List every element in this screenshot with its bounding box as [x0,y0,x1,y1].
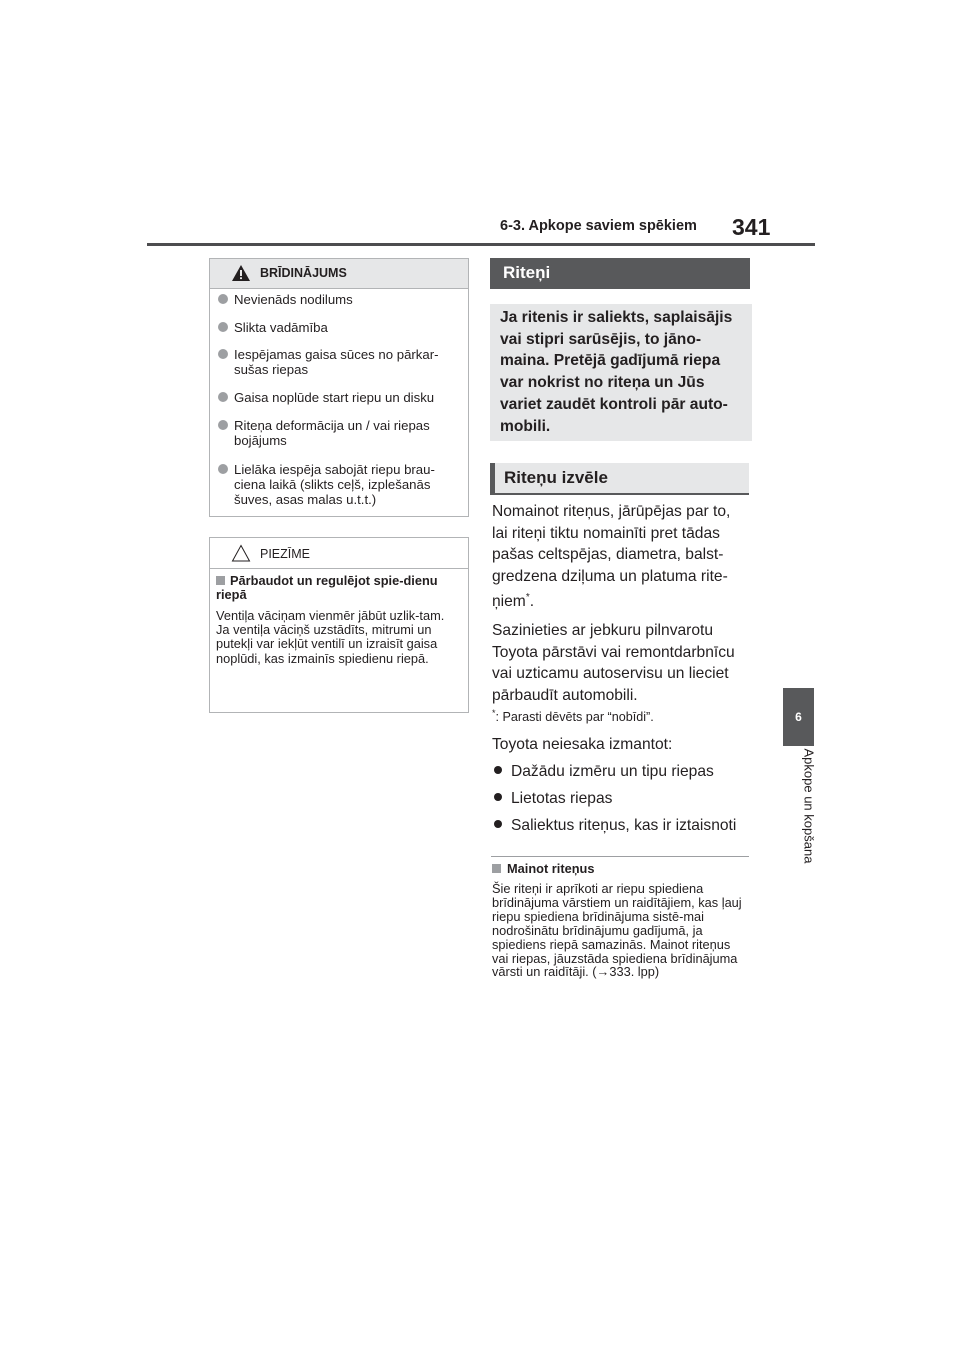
page-number: 341 [732,214,771,240]
arrow-icon: → [596,964,610,980]
bullet-icon [494,820,502,828]
subsection-body: Šie riteņi ir aprīkoti ar riepu spiediena brīdinājuma vārstiem un raidītājiem, kas ļauj riepu spiediena brīdinājuma sistē-mai nodrošinātu brīdinājumu gadījumā, ja spiediens riepā samazinās. Mainot riteņus vai riepas, jāuzstāda spiediena brīdinājuma vārsti un raidītāji. (→333. lpp) [492,881,742,980]
heading-accent-bar [490,463,495,494]
list-item: Lietotas riepas [492,790,750,808]
bullet-icon [218,322,228,332]
warning-box [209,258,469,517]
note-box-header [210,538,468,569]
square-bullet-icon [216,576,225,585]
section-heading-izvele: Riteņu izvēle [490,463,749,494]
list-item: Slikta vadāmība [218,320,463,335]
paragraph: Toyota neiesaka izmantot: [492,736,673,753]
square-bullet-icon [492,864,501,873]
list-item: Saliektus riteņus, kas ir iztaisnoti [492,817,750,835]
warning-title: BRĪDINĀJUMS [260,266,347,280]
list-item: Iespējamas gaisa sūces no pārkar-sušas riepas [218,347,466,377]
warning-box-header [210,259,468,289]
bullet-icon [218,392,228,402]
note-body: Ventiļa vāciņam vienmēr jābūt uzlik-tam. Ja ventiļa vāciņš uzstādīts, mitrumi un putekļi var iekļūt ventilī un izraisīt gaisa noplūdi, kas izmainīs spiedienu riepā. [216,608,445,666]
paragraph: Nomainot riteņus, jārūpējas par to, lai riteņi tiktu nomainīti pret tādas pašas celtspējas, diametra, balst-gredzena dziļuma un platuma rite-ņiem*. [492,503,731,611]
heading-underline [490,493,749,495]
chapter-label [799,748,819,906]
footnote: *: Parasti dēvēts par “nobīdi”. [492,708,654,725]
chapter-tab[interactable]: 6 [783,688,814,746]
list-item: Gaisa noplūde start riepu un disku [218,390,463,405]
header-divider [147,243,815,246]
paragraph: Sazinieties ar jebkuru pilnvarotu Toyota pārstāvi vai remontdarbnīcu vai uzticamu autoservisu un lieciet pārbaudīt automobili. [492,622,735,704]
list-item: Nevienāds nodilums [218,292,463,307]
bullet-icon [494,766,502,774]
note-subheading: Pārbaudot un regulējot spie-dienu riepā [216,573,438,602]
section-title: 6-3. Apkope saviem spēkiem [500,218,697,234]
page-reference[interactable]: 333. lpp) [609,964,660,980]
warning-triangle-icon [231,264,251,282]
bullet-icon [218,464,228,474]
list-item: Dažādu izmēru un tipu riepas [492,763,750,781]
bullet-icon [218,420,228,430]
bullet-icon [494,793,502,801]
riteni-warning: Ja ritenis ir saliekts, saplaisājis vai stipri sarūsējis, to jāno-maina. Pretējā gadījumā riepa var nokrist no riteņa un Jūs variet zaudēt kontroli pār auto-mobili. [490,304,752,441]
note-title: PIEZĪME [260,547,311,561]
section-heading-riteni: Riteņi [490,258,750,289]
list-item: Lielāka iespēja sabojāt riepu brau-ciena laikā (slikts ceļš, izplešanās šuves, asas malas u.t.t.) [218,462,466,507]
list-item: Riteņa deformācija un / vai riepas bojājums [218,418,466,448]
bullet-icon [218,349,228,359]
subheading: Mainot riteņus [492,861,594,876]
divider [491,856,749,857]
note-triangle-icon [231,544,251,562]
note-box [209,537,469,713]
bullet-icon [218,294,228,304]
chapter-label-text: Apkope un kopšana [801,748,817,864]
